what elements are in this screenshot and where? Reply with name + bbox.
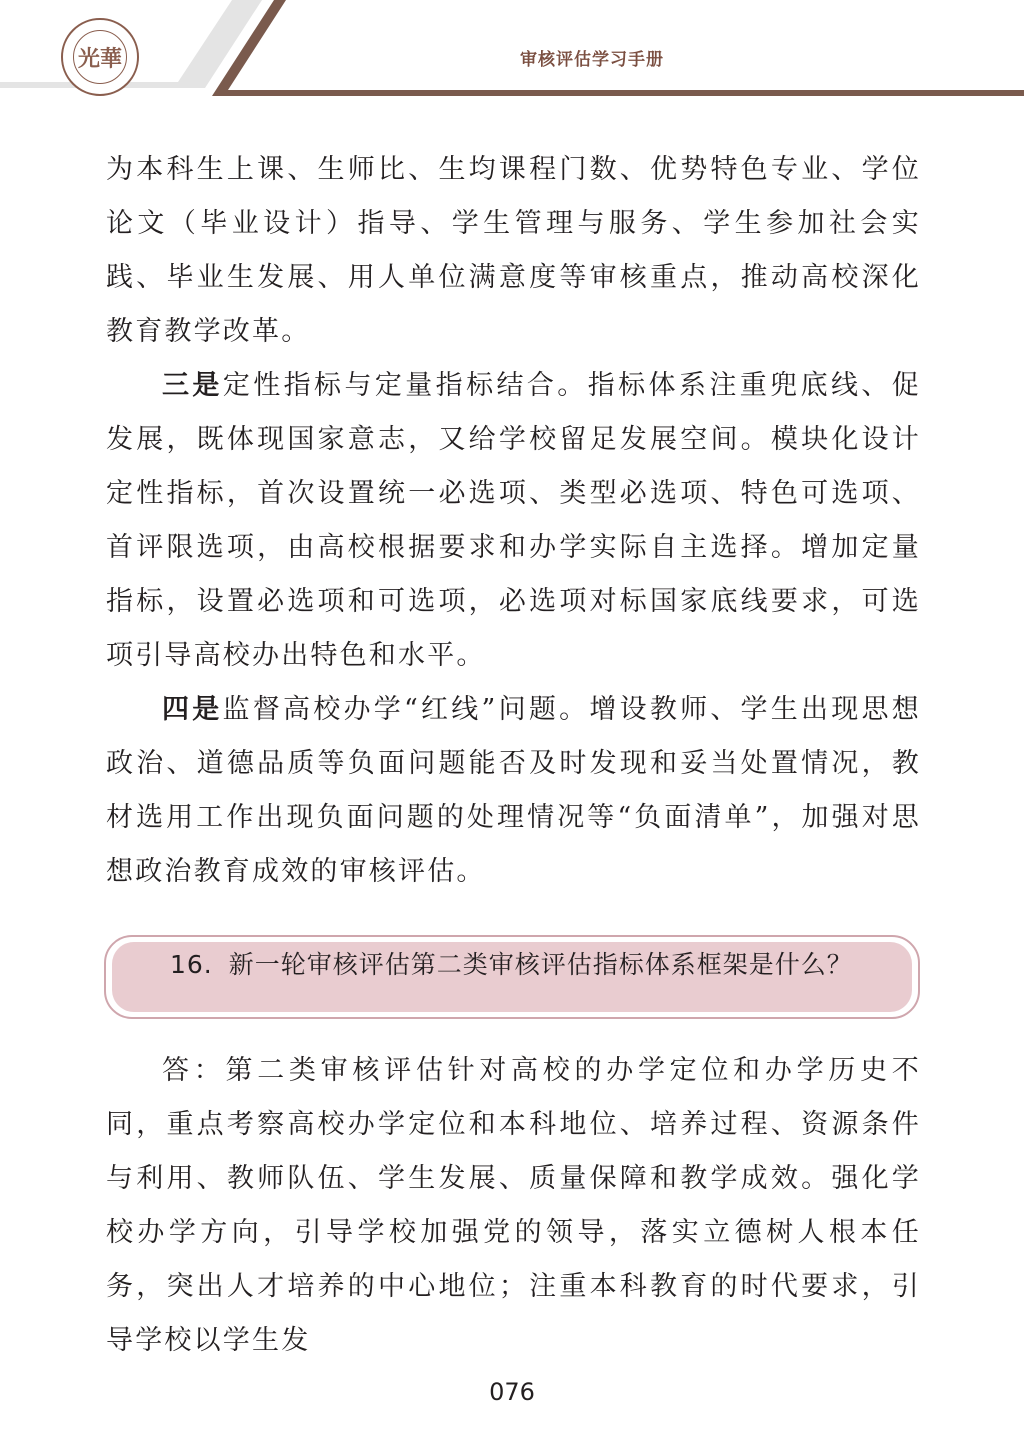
paragraph-2-lead: 三是 bbox=[162, 370, 223, 401]
question-text: 新一轮审核评估第二类审核评估指标体系框架是什么？ bbox=[228, 950, 853, 979]
paragraph-3-text: 监督高校办学“红线”问题。增设教师、学生出现思想政治、道德品质等负面问题能否及时发现和妥当处置情况，教材选用工作出现负面问题的处理情况等“负面清单”，加强对思想政治教育成效的审核评估。 bbox=[106, 694, 921, 887]
answer-section bbox=[106, 1044, 921, 1368]
paragraph-1 bbox=[106, 143, 921, 359]
paragraph-3 bbox=[106, 683, 921, 899]
paragraph-3-lead: 四是 bbox=[162, 694, 223, 725]
body-text bbox=[106, 143, 921, 899]
university-logo bbox=[61, 18, 139, 96]
question-heading bbox=[112, 942, 912, 1012]
page-number: 076 bbox=[489, 1378, 535, 1406]
question-number: 16. bbox=[170, 950, 213, 979]
question-box bbox=[104, 935, 920, 1019]
paragraph-1-text: 为本科生上课、生师比、生均课程门数、优势特色专业、学位论文（毕业设计）指导、学生管理与服务、学生参加社会实践、毕业生发展、用人单位满意度等审核重点，推动高校深化教育教学改革。 bbox=[106, 154, 921, 347]
page-header bbox=[0, 0, 1024, 100]
answer-paragraph: 答：第二类审核评估针对高校的办学定位和办学历史不同，重点考察高校办学定位和本科地位、培养过程、资源条件与利用、教师队伍、学生发展、质量保障和教学成效。强化学校办学方向，引导学校加强党的领导，落实立德树人根本任务，突出人才培养的中心地位；注重本科教育的时代要求，引导学校以学生发 bbox=[106, 1055, 921, 1356]
header-title: 审核评估学习手册 bbox=[520, 50, 664, 70]
logo-emblem-icon: 光華 bbox=[73, 30, 127, 84]
paragraph-2-text: 定性指标与定量指标结合。指标体系注重兜底线、促发展，既体现国家意志，又给学校留足发展空间。模块化设计定性指标，首次设置统一必选项、类型必选项、特色可选项、首评限选项，由高校根据要求和办学实际自主选择。增加定量指标，设置必选项和可选项，必选项对标国家底线要求，可选项引导高校办出特色和水平。 bbox=[106, 370, 921, 671]
header-decoration bbox=[0, 0, 1024, 100]
paragraph-2 bbox=[106, 359, 921, 683]
